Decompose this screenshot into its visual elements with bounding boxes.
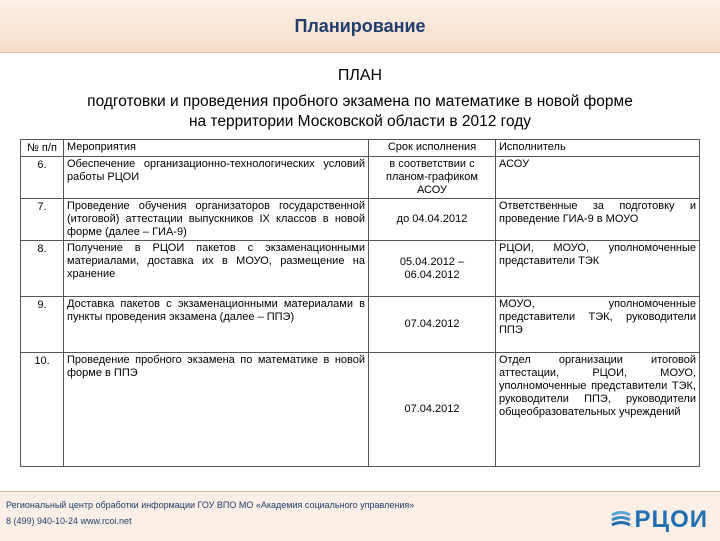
table-row xyxy=(21,297,700,353)
row-event: Проведение пробного экзамена по математике в новой форме в ППЭ xyxy=(64,353,369,467)
row-event: Получение в РЦОИ пакетов с экзаменационными материалами, доставка их в МОУО, размещение на хранение xyxy=(64,241,369,297)
table-row xyxy=(21,353,700,467)
logo-text: РЦОИ xyxy=(634,506,708,533)
row-event: Доставка пакетов с экзаменационными материалами в пункты проведения экзамена (далее – ППЭ) xyxy=(64,297,369,353)
plan-subtitle xyxy=(20,92,700,132)
row-executor: РЦОИ, МОУО, уполномоченные представители ТЭК xyxy=(496,241,700,297)
row-number: 6. xyxy=(21,157,64,199)
plan-table xyxy=(20,139,700,467)
row-event: Обеспечение организационно-технологических условий работы РЦОИ xyxy=(64,157,369,199)
row-executor: Ответственные за подготовку и проведение ГИА-9 в МОУО xyxy=(496,199,700,241)
rcoi-logo xyxy=(610,506,708,534)
footer-organization: Региональный центр обработки информации ГОУ ВПО МО «Академия социального управления» xyxy=(6,500,415,510)
row-executor: МОУО, уполномоченные представители ТЭК, руководители ППЭ xyxy=(496,297,700,353)
table-row xyxy=(21,157,700,199)
row-event: Проведение обучения организаторов государственной (итоговой) аттестации выпускников IX классов в новой форме (далее – ГИА-9) xyxy=(64,199,369,241)
footer-band xyxy=(0,491,720,541)
plan-title: ПЛАН xyxy=(337,67,383,84)
row-executor: АСОУ xyxy=(496,157,700,199)
table-header-row xyxy=(21,140,700,157)
column-header-event: Мероприятия xyxy=(64,140,369,157)
column-header-executor: Исполнитель xyxy=(496,140,700,157)
page-title: Планирование xyxy=(294,16,426,36)
plan-subtitle-line1: подготовки и проведения пробного экзамена по математике в новой форме xyxy=(87,93,633,110)
row-number: 9. xyxy=(21,297,64,353)
row-executor: Отдел организации итоговой аттестации, РЦОИ, МОУО, уполномоченные представители ТЭК, руководители ППЭ, руководители общеобразовательных учреждений xyxy=(496,353,700,467)
table-row xyxy=(21,199,700,241)
row-deadline: 07.04.2012 xyxy=(369,353,496,467)
table-row xyxy=(21,241,700,297)
row-number: 7. xyxy=(21,199,64,241)
plan-subtitle-line2: на территории Московской области в 2012 году xyxy=(188,113,532,130)
row-deadline: 07.04.2012 xyxy=(369,297,496,353)
logo-mark-icon xyxy=(610,509,632,531)
column-header-number: № п/п xyxy=(21,140,64,157)
row-deadline: в соответствии с планом-графиком АСОУ xyxy=(369,157,496,199)
row-deadline: 05.04.2012 – 06.04.2012 xyxy=(369,241,496,297)
row-number: 10. xyxy=(21,353,64,467)
row-deadline: до 04.04.2012 xyxy=(369,199,496,241)
row-number: 8. xyxy=(21,241,64,297)
header-band xyxy=(0,0,720,53)
footer-contact: 8 (499) 940-10-24 www.rcoi.net xyxy=(6,516,132,526)
column-header-deadline: Срок исполнения xyxy=(369,140,496,157)
